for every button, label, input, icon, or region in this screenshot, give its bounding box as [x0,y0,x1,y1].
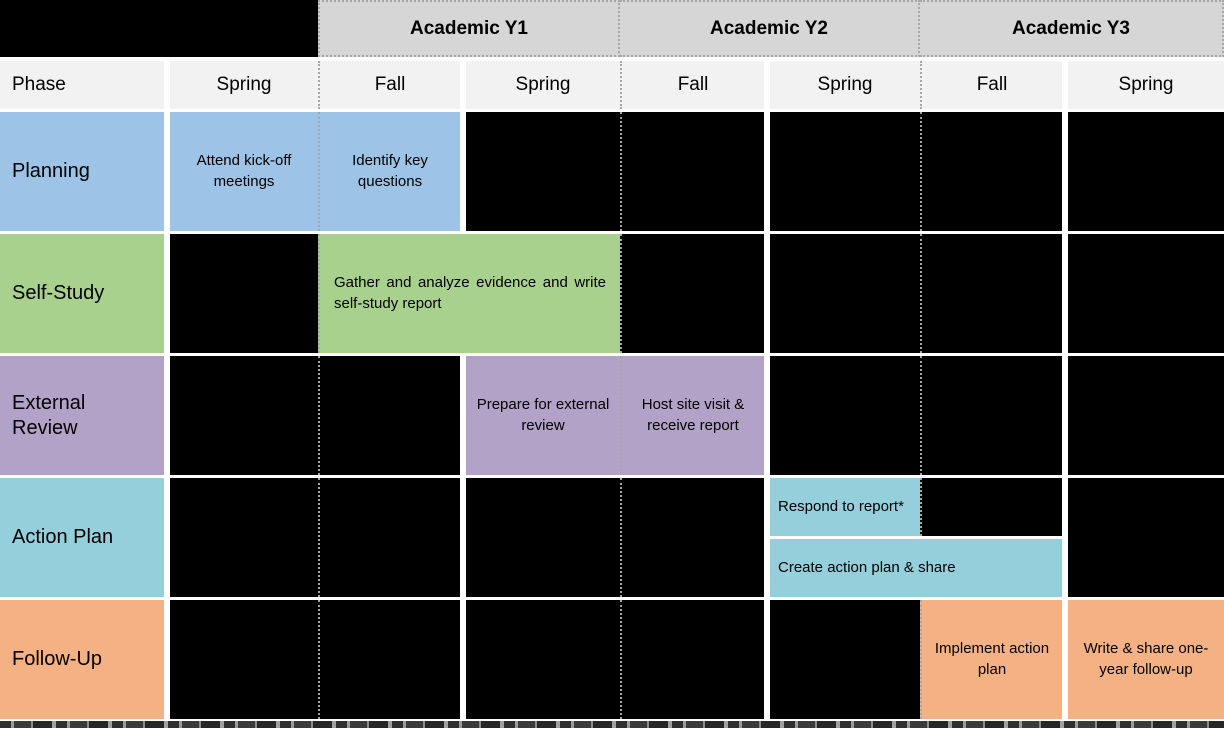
empty-cell [318,600,466,719]
empty-cell [620,234,770,353]
col-header-spring-y2: Spring [770,61,920,109]
empty-cell [920,478,1062,536]
cropped-text-strip [0,721,1224,728]
empty-cell [1068,234,1224,353]
task-cell-prepare-external-review: Prepare for external review [466,356,620,475]
col-header-fall-y2: Fall [620,61,770,109]
empty-cell [620,112,770,231]
col-header-spring-y3: Spring [1068,61,1224,109]
col-header-fall-y3: Fall [920,61,1068,109]
empty-cell [318,356,466,475]
column-header-row [0,61,1224,109]
phase-label-external-review: External Review [0,356,170,475]
phase-row-action-plan [0,478,1224,597]
empty-cell [1068,356,1224,475]
empty-cell [170,478,318,597]
year-header-row [0,0,1224,57]
task-cell-respond-to-report: Respond to report* [770,478,920,536]
action-plan-split-area [770,478,1068,597]
empty-cell [770,356,920,475]
task-cell-identify-key-questions: Identify key questions [318,112,466,231]
phase-label-action-plan: Action Plan [0,478,170,597]
empty-cell [318,478,466,597]
phase-row-follow-up [0,600,1224,719]
task-cell-attend-kickoff-meetings: Attend kick-off meetings [170,112,318,231]
col-header-phase: Phase [0,61,170,109]
task-cell-write-share-followup: Write & share one-year follow-up [1068,600,1224,719]
empty-cell [770,112,920,231]
empty-cell [170,234,318,353]
phase-label-planning: Planning [0,112,170,231]
empty-cell [770,600,920,719]
empty-cell [920,112,1068,231]
empty-cell [620,478,770,597]
phase-row-planning [0,112,1224,231]
empty-cell [920,356,1068,475]
col-header-fall-y1: Fall [318,61,466,109]
task-text: Gather and analyze evidence and write self-study report [334,274,606,312]
col-header-spring-y1: Spring [466,61,620,109]
empty-cell [170,600,318,719]
empty-cell [466,600,620,719]
task-cell-implement-action-plan: Implement action plan [920,600,1068,719]
task-cell-host-site-visit: Host site visit & receive report [620,356,770,475]
phase-label-follow-up: Follow-Up [0,600,170,719]
empty-cell [170,356,318,475]
empty-cell [466,478,620,597]
empty-cell [1068,112,1224,231]
task-cell-gather-analyze-evidence [318,234,620,353]
phase-row-self-study [0,234,1224,353]
phase-row-external-review [0,356,1224,475]
empty-cell [1068,478,1224,597]
empty-cell [920,234,1068,353]
phase-label-self-study: Self-Study [0,234,170,353]
year-header-academic-y3: Academic Y3 [920,0,1224,57]
year-header-academic-y1: Academic Y1 [318,0,620,57]
task-cell-create-action-plan: Create action plan & share [770,539,1062,597]
year-header-academic-y2: Academic Y2 [620,0,920,57]
empty-cell [770,234,920,353]
empty-cell [466,112,620,231]
empty-cell [620,600,770,719]
col-header-spring-pre: Spring [170,61,318,109]
corner-spacer [0,0,318,57]
